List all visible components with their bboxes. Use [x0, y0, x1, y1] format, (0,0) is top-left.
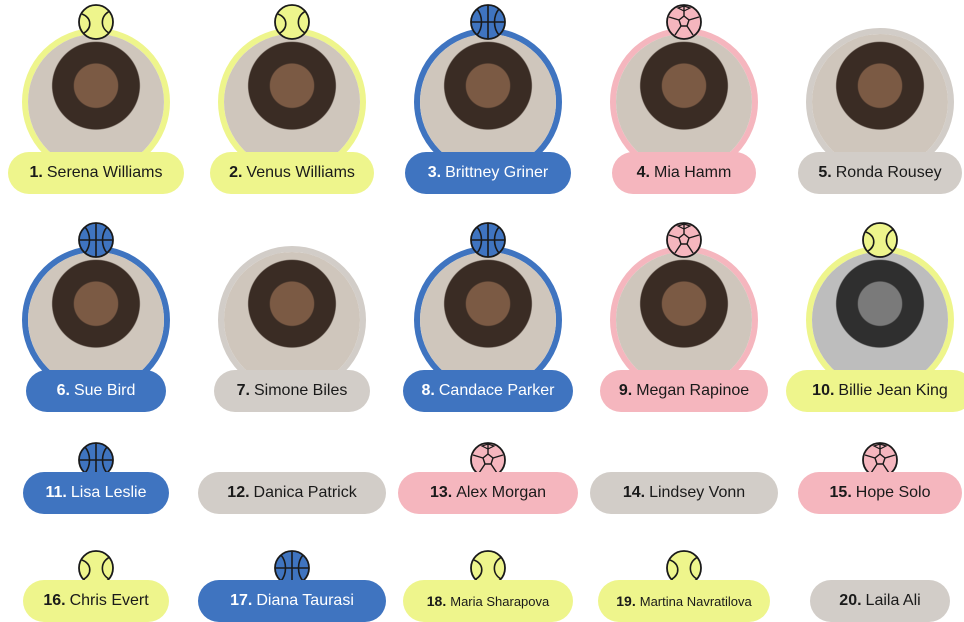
athlete-name: Ronda Rousey	[835, 164, 942, 181]
athlete-name: Candace Parker	[438, 382, 555, 399]
athlete-rank: 14.	[622, 484, 646, 501]
athlete-name-pill	[23, 472, 169, 514]
athlete-rank: 9.	[618, 382, 633, 399]
athlete-rank: 10.	[812, 382, 835, 399]
athlete-rank: 8.	[421, 382, 435, 399]
athlete-rank: 16.	[43, 592, 66, 609]
athlete-name-pill	[598, 580, 770, 622]
athlete-name: Venus Williams	[246, 164, 355, 181]
athlete-name: Simone Biles	[253, 382, 348, 399]
athlete-name: Chris Evert	[69, 592, 149, 609]
athlete-photo	[616, 34, 752, 170]
athlete-rank: 2.	[229, 164, 243, 181]
basketball-icon	[468, 2, 508, 42]
athlete-photo	[224, 252, 360, 388]
athlete-name: Lindsey Vonn	[649, 484, 746, 501]
tennis-ball-icon	[860, 220, 900, 260]
athlete-name-pill	[398, 472, 578, 514]
athlete-name: Alex Morgan	[456, 484, 547, 501]
athlete-name-pill	[23, 580, 169, 622]
athlete-name-pill	[403, 580, 573, 622]
athlete-name-pill	[405, 152, 571, 194]
athlete-rank: 15.	[829, 484, 852, 501]
athlete-rank: 20.	[839, 592, 862, 609]
athlete-name-pill	[798, 152, 962, 194]
athlete-name: Mia Hamm	[654, 164, 732, 181]
athlete-rank: 7.	[236, 382, 250, 399]
athlete-name: Sue Bird	[73, 382, 136, 399]
athlete-name: Maria Sharapova	[450, 593, 550, 609]
athlete-name: Hope Solo	[855, 484, 931, 501]
athlete-rank: 4.	[636, 164, 650, 181]
athlete-name-pill	[612, 152, 756, 194]
basketball-icon	[76, 220, 116, 260]
soccer-ball-icon	[664, 2, 704, 42]
athlete-name: Lisa Leslie	[70, 484, 147, 501]
athlete-rank: 12.	[227, 484, 250, 501]
athlete-name-pill	[214, 370, 370, 412]
athlete-rank: 3.	[427, 164, 442, 181]
athlete-name-pill	[198, 472, 386, 514]
basketball-icon	[468, 220, 508, 260]
athlete-name: Laila Ali	[865, 592, 921, 609]
athlete-photo	[812, 252, 948, 388]
athlete-rank: 19.	[616, 593, 636, 609]
athlete-name-pill	[26, 370, 166, 412]
athlete-name-pill	[198, 580, 386, 622]
athlete-photo	[28, 34, 164, 170]
athlete-photo	[420, 34, 556, 170]
soccer-ball-icon	[664, 220, 704, 260]
athlete-name-pill	[798, 472, 962, 514]
athlete-name-pill	[786, 370, 964, 412]
athlete-name: Martina Navratilova	[639, 593, 752, 609]
athlete-photo	[616, 252, 752, 388]
athlete-name-pill	[600, 370, 768, 412]
athlete-photo	[420, 252, 556, 388]
athlete-rank: 17.	[230, 592, 253, 609]
athlete-photo	[28, 252, 164, 388]
tennis-ball-icon	[76, 2, 116, 42]
athlete-name-pill	[210, 152, 374, 194]
athlete-name: Billie Jean King	[838, 382, 948, 399]
athlete-rank: 1.	[29, 164, 43, 181]
athlete-name: Danica Patrick	[253, 484, 357, 501]
athlete-photo	[812, 34, 948, 170]
athlete-name-pill	[403, 370, 573, 412]
athlete-photo	[224, 34, 360, 170]
athlete-name: Serena Williams	[46, 164, 163, 181]
athlete-name: Brittney Griner	[445, 164, 549, 181]
athlete-name: Megan Rapinoe	[636, 382, 750, 399]
athlete-rank: 11.	[45, 484, 67, 501]
athlete-rank: 6.	[56, 382, 70, 399]
athlete-rank: 13.	[429, 484, 453, 501]
tennis-ball-icon	[272, 2, 312, 42]
athlete-name: Diana Taurasi	[256, 592, 354, 609]
athlete-name-pill	[8, 152, 184, 194]
athlete-name-pill	[810, 580, 950, 622]
athlete-name-pill	[590, 472, 778, 514]
athlete-rank: 5.	[818, 164, 832, 181]
athlete-rank: 18.	[426, 593, 447, 609]
